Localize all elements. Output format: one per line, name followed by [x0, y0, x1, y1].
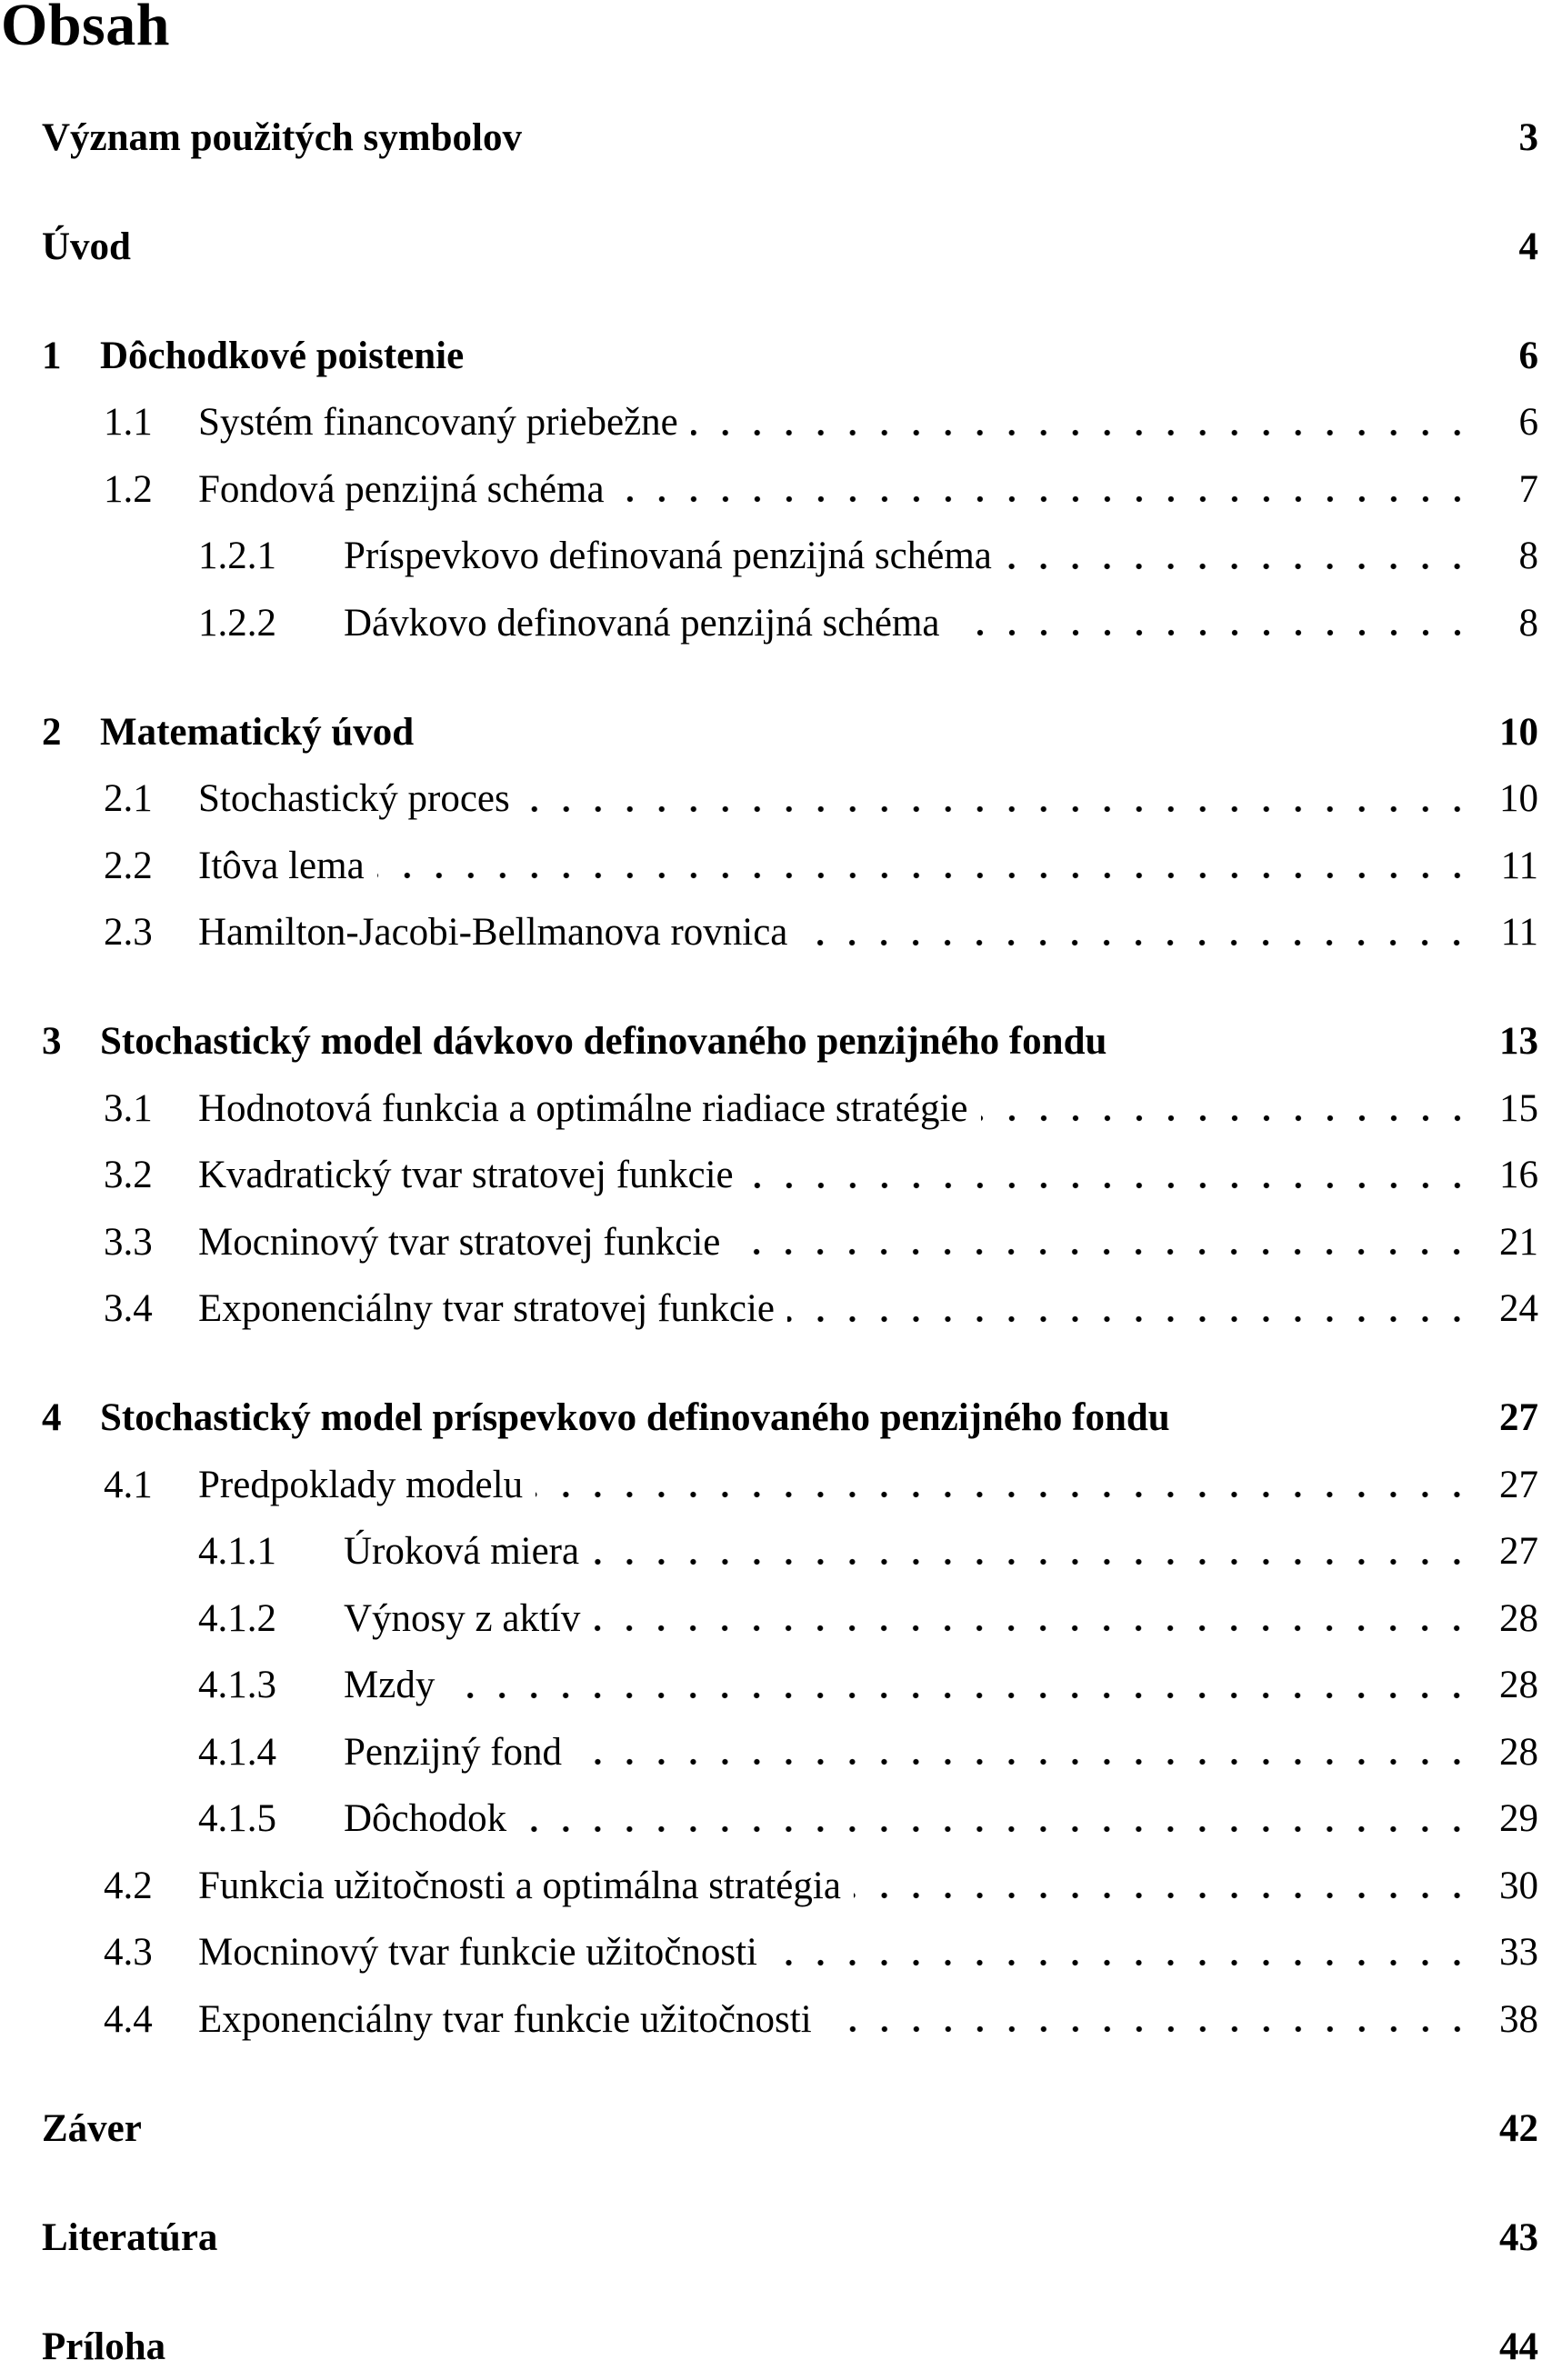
- leader-dots: [691, 389, 1473, 456]
- page-number: 27: [1473, 1395, 1538, 1440]
- leader-dots: [770, 1919, 1473, 1986]
- entry-label: Funkcia užitočnosti a optimálna stratégia: [198, 1864, 841, 1908]
- leader-dots: [617, 456, 1473, 524]
- entry-number: 4.1.3: [198, 1663, 344, 1707]
- entry-number: 3.3: [104, 1220, 198, 1265]
- entry-label: Predpoklady modelu: [198, 1463, 523, 1507]
- toc-entry: [0, 2205, 1542, 2272]
- entry-label: Hamilton-Jacobi-Bellmanova rovnica: [198, 910, 787, 955]
- entry-label: Mocninový tvar stratovej funkcie: [198, 1220, 720, 1265]
- entry-label: Stochastický model dávkovo definovaného penzijného fondu: [100, 1019, 1106, 1064]
- page-number: 6: [1473, 334, 1538, 378]
- leader-dots: [746, 1142, 1473, 1209]
- page-number: 29: [1473, 1796, 1538, 1841]
- leader-dots: [981, 1075, 1473, 1143]
- leader-dots: [447, 1652, 1473, 1719]
- entry-label: Matematický úvod: [100, 710, 414, 755]
- page-number: 11: [1473, 910, 1538, 955]
- leader-dots: [519, 1785, 1473, 1853]
- toc-entry: [0, 1719, 1542, 1786]
- entry-label: Hodnotová funkcia a optimálne riadiace stratégie: [198, 1086, 968, 1131]
- entry-label: Kvadratický tvar stratovej funkcie: [198, 1153, 734, 1197]
- page-number: 27: [1473, 1463, 1538, 1507]
- toc-entry: [0, 1518, 1542, 1585]
- entry-number: 4.2: [104, 1864, 198, 1908]
- entry-number: 1.1: [104, 400, 198, 445]
- entry-number: 3: [42, 1019, 100, 1064]
- entry-label: Úvod: [42, 225, 131, 269]
- entry-number: 3.4: [104, 1286, 198, 1331]
- entry-label: Dávkovo definovaná penzijná schéma: [344, 601, 940, 645]
- leader-dots: [825, 1986, 1473, 2054]
- entry-number: 4.1.5: [198, 1796, 344, 1841]
- toc-entry: [0, 2314, 1542, 2380]
- leader-dots: [1005, 523, 1473, 590]
- page-number: 38: [1473, 1997, 1538, 2042]
- entry-label: Stochastický model príspevkovo definovaného penzijného fondu: [100, 1395, 1170, 1440]
- entry-label: Mocninový tvar funkcie užitočnosti: [198, 1930, 757, 1975]
- toc-entry: [0, 765, 1542, 833]
- toc-entry: [0, 1585, 1542, 1653]
- toc-entry: [0, 1008, 1542, 1075]
- toc-entry: [0, 1986, 1542, 2054]
- page-number: 27: [1473, 1529, 1538, 1574]
- page-number: 7: [1473, 467, 1538, 512]
- page-number: 16: [1473, 1153, 1538, 1197]
- page-number: 30: [1473, 1864, 1538, 1908]
- toc-entry: [0, 1075, 1542, 1143]
- entry-number: 1.2.1: [198, 534, 344, 578]
- toc-entry: [0, 2095, 1542, 2163]
- entry-number: 3.1: [104, 1086, 198, 1131]
- entry-label: Systém financovaný priebežne: [198, 400, 678, 445]
- toc-entry: [0, 699, 1542, 766]
- leader-dots: [377, 833, 1473, 900]
- entry-label: Význam použitých symbolov: [42, 115, 522, 160]
- entry-label: Exponenciálny tvar stratovej funkcie: [198, 1286, 775, 1331]
- entry-number: 4.1.4: [198, 1730, 344, 1775]
- page-number: 6: [1473, 400, 1538, 445]
- entry-label: Itôva lema: [198, 844, 365, 888]
- leader-dots: [593, 1585, 1473, 1653]
- entry-label: Penzijný fond: [344, 1730, 562, 1775]
- toc-entry: [0, 456, 1542, 524]
- page-number: 13: [1473, 1019, 1538, 1064]
- page-number: 4: [1473, 225, 1538, 269]
- entry-label: Dôchodkové poistenie: [100, 334, 464, 378]
- toc-entry: [0, 523, 1542, 590]
- leader-dots: [953, 590, 1474, 657]
- toc-entry: [0, 899, 1542, 966]
- toc-entry: [0, 389, 1542, 456]
- entry-label: Dôchodok: [344, 1796, 506, 1841]
- page-number: 28: [1473, 1730, 1538, 1775]
- leader-dots: [536, 1452, 1473, 1519]
- page-number: 3: [1473, 115, 1538, 160]
- page-number: 43: [1473, 2215, 1538, 2260]
- entry-label: Záver: [42, 2106, 142, 2151]
- page-number: 33: [1473, 1930, 1538, 1975]
- entry-label: Literatúra: [42, 2215, 217, 2260]
- page-number: 11: [1473, 844, 1538, 888]
- page-title: Obsah: [0, 0, 1542, 51]
- toc-entry: [0, 1785, 1542, 1853]
- entry-number: 4: [42, 1395, 100, 1440]
- page-number: 8: [1473, 534, 1538, 578]
- leader-dots: [854, 1853, 1473, 1920]
- toc-list: [0, 105, 1542, 2380]
- page-number: 28: [1473, 1663, 1538, 1707]
- entry-number: 4.1.1: [198, 1529, 344, 1574]
- entry-number: 3.2: [104, 1153, 198, 1197]
- leader-dots: [733, 1209, 1473, 1276]
- toc-entry: [0, 1142, 1542, 1209]
- toc-entry: [0, 1452, 1542, 1519]
- entry-label: Stochastický proces: [198, 776, 510, 821]
- entry-number: 2.1: [104, 776, 198, 821]
- entry-label: Výnosy z aktív: [344, 1596, 580, 1641]
- toc-entry: [0, 1853, 1542, 1920]
- entry-label: Príspevkovo definovaná penzijná schéma: [344, 534, 992, 578]
- page-number: 15: [1473, 1086, 1538, 1131]
- toc-entry: [0, 105, 1542, 172]
- toc-entry: [0, 1385, 1542, 1452]
- entry-number: 4.1: [104, 1463, 198, 1507]
- toc-entry: [0, 323, 1542, 390]
- page-number: 28: [1473, 1596, 1538, 1641]
- toc-entry: [0, 590, 1542, 657]
- entry-number: 2: [42, 710, 100, 755]
- entry-number: 1: [42, 334, 100, 378]
- entry-number: 4.1.2: [198, 1596, 344, 1641]
- entry-label: Úroková miera: [344, 1529, 579, 1574]
- page-number: 10: [1473, 710, 1538, 755]
- toc-entry: [0, 1275, 1542, 1343]
- toc-entry: [0, 833, 1542, 900]
- leader-dots: [787, 1275, 1473, 1343]
- entry-number: 1.2.2: [198, 601, 344, 645]
- entry-number: 4.4: [104, 1997, 198, 2042]
- page-number: 44: [1473, 2325, 1538, 2369]
- entry-number: 1.2: [104, 467, 198, 512]
- entry-label: Príloha: [42, 2325, 165, 2369]
- page-number: 10: [1473, 776, 1538, 821]
- page-number: 24: [1473, 1286, 1538, 1331]
- leader-dots: [592, 1518, 1473, 1585]
- leader-dots: [800, 899, 1473, 966]
- page-number: 8: [1473, 601, 1538, 645]
- toc-entry: [0, 1919, 1542, 1986]
- entry-number: 2.3: [104, 910, 198, 955]
- toc-entry: [0, 1209, 1542, 1276]
- toc-entry: [0, 214, 1542, 281]
- page-number: 42: [1473, 2106, 1538, 2151]
- leader-dots: [575, 1719, 1473, 1786]
- entry-label: Exponenciálny tvar funkcie užitočnosti: [198, 1997, 812, 2042]
- entry-label: Fondová penzijná schéma: [198, 467, 605, 512]
- page-number: 21: [1473, 1220, 1538, 1265]
- toc-entry: [0, 1652, 1542, 1719]
- entry-number: 2.2: [104, 844, 198, 888]
- entry-number: 4.3: [104, 1930, 198, 1975]
- leader-dots: [523, 765, 1473, 833]
- entry-label: Mzdy: [344, 1663, 435, 1707]
